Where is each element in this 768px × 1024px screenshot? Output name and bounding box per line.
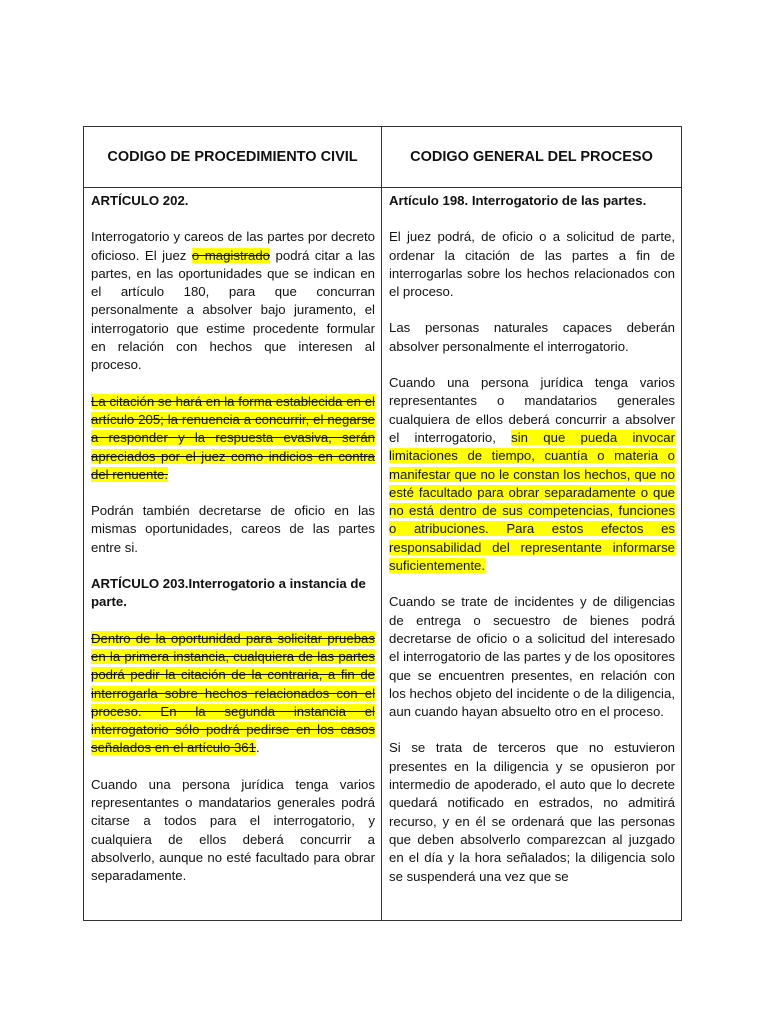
articulo-203-paragraph-1: Dentro de la oportunidad para solicitar pruebas en la primera instancia, cualquiera de las partes podrá pedir la citación de la contraria, a fin de interrogarla sobre hechos relacionados con el proceso. En la segunda instancia el interrogatorio sólo podrá pedirse en los casos señalados en el artículo 361. bbox=[91, 630, 375, 756]
articulo-198-paragraph-4: Cuando se trate de incidentes y de diligencias de entrega o secuestro de bienes podrá decretarse de oficio o a solicitud del interesado el interrogatorio de las partes y de los opositores que se encuentren presentes, en relación con los hechos objeto del incidente o de la diligencia, aun cuando hayan absuelto otro en el proceso. bbox=[389, 594, 675, 720]
header-codigo-general-proceso: CODIGO GENERAL DEL PROCESO bbox=[382, 127, 682, 188]
articulo-198-paragraph-2: Las personas naturales capaces deberán absolver personalmente el interrogatorio. bbox=[389, 320, 675, 354]
right-column bbox=[382, 188, 682, 921]
articulo-202-paragraph-1: Interrogatorio y careos de las partes por decreto oficioso. El juez o magistrado podrá citar a las partes, en las oportunidades que se indican en el artículo 180, para que concurran personalmente a absolver bajo juramento, el interrogatorio que estime procedente formular en relación con hechos que interesen al proceso. bbox=[91, 229, 375, 373]
comparison-table bbox=[83, 126, 682, 921]
header-codigo-procedimiento-civil: CODIGO DE PROCEDIMIENTO CIVIL bbox=[84, 127, 382, 188]
articulo-198-title: Artículo 198. Interrogatorio de las partes. bbox=[389, 193, 647, 208]
body-row bbox=[84, 188, 682, 921]
articulo-203-paragraph-2: Cuando una persona jurídica tenga varios representantes o mandatarios generales podrá citarse a todos para el interrogatorio, y cualquiera de ellos deberá concurrir a absolverlo, aunque no esté facultado para obrar separadamente. bbox=[91, 776, 375, 884]
articulo-202-paragraph-2 bbox=[91, 393, 375, 484]
articulo-198-paragraph-1: El juez podrá, de oficio o a solicitud de parte, ordenar la citación de las partes a fin de interrogarlas sobre los hechos relacionados con el proceso. bbox=[389, 229, 675, 300]
struck-highlight: o magistrado bbox=[191, 247, 271, 263]
struck-highlight: La citación se hará en la forma establecida en el artículo 205; la renuencia a concurrir, el negarse a responder y la respuesta evasiva, serán apreciados por el juez como indicios en contra del renuente. bbox=[91, 393, 375, 482]
yellow-highlight: sin que pueda invocar limitaciones de tiempo, cuantía o materia o manifestar que no le constan los hechos, que no esté facultado para obrar separadamente o que no está dentro de sus competencias, funciones o atribuciones. Para estos efectos es responsabilidad del representante informarse suficientemente. bbox=[389, 429, 675, 574]
articulo-198-paragraph-3: Cuando una persona jurídica tenga varios representantes o mandatarios generales cualquiera de ellos deberá concurrir a absolver el interrogatorio, sin que pueda invocar limitaciones de tiempo, cuantía o materia o manifestar que no le constan los hechos, que no esté facultado para obrar separadamente o que no está dentro de sus competencias, funciones o atribuciones. Para estos efectos es responsabilidad del representante informarse suficientemente. bbox=[389, 375, 675, 574]
articulo-198-paragraph-5: Si se trata de terceros que no estuvieron presentes en la diligencia y se opusieron por intermedio de apoderado, el auto que lo decrete quedará notificado en estrados, no admitirá recurso, y en él se ordenará que las personas que deben absolverlo comparezcan al juzgado en el día y la hora señalados; la diligencia solo se suspenderá una vez que se bbox=[389, 740, 675, 884]
header-row bbox=[84, 127, 682, 188]
struck-highlight: Dentro de la oportunidad para solicitar pruebas en la primera instancia, cualquiera de las partes podrá pedir la citación de la contraria, a fin de interrogarla sobre hechos relacionados con el proceso. En la segunda instancia el interrogatorio sólo podrá pedirse en los casos señalados en el artículo 361 bbox=[91, 630, 375, 756]
left-column bbox=[84, 188, 382, 921]
articulo-203-title: ARTÍCULO 203.Interrogatorio a instancia de parte. bbox=[91, 576, 366, 610]
articulo-202-paragraph-3: Podrán también decretarse de oficio en las mismas oportunidades, careos de las partes entre si. bbox=[91, 503, 375, 555]
articulo-202-title: ARTÍCULO 202. bbox=[91, 193, 189, 208]
